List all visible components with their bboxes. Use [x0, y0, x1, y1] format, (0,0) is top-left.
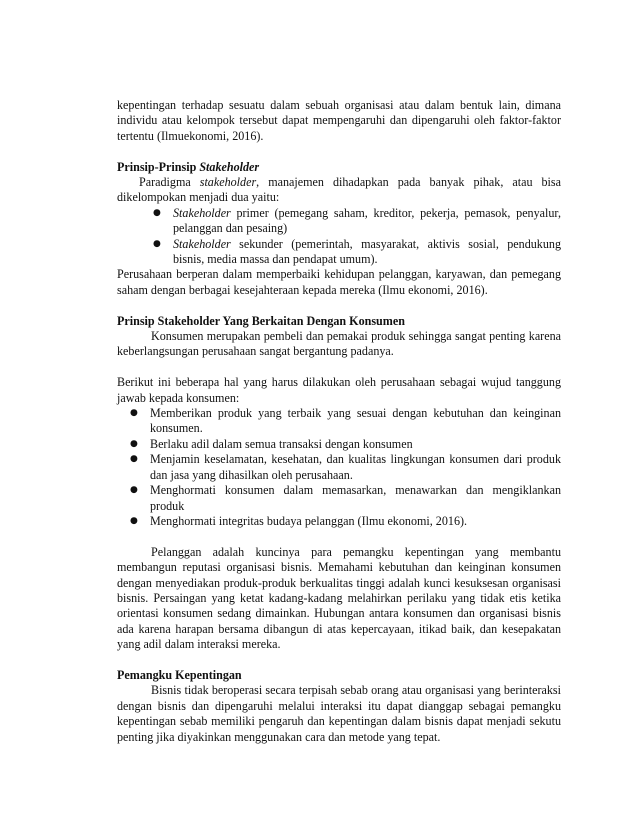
paragraph-italic-text: stakeholder	[199, 175, 257, 190]
bullet-icon: ●	[153, 238, 161, 249]
list-item	[117, 437, 561, 452]
list-item-italic-text: Stakeholder	[173, 236, 231, 251]
paradigm-paragraph	[117, 175, 561, 206]
bullet-icon: ●	[130, 485, 138, 496]
spacer	[117, 144, 561, 159]
list-item	[117, 452, 561, 483]
list-item-text: Menjamin keselamatan, kesehatan, dan kualitas lingkungan konsumen dari produk dan jasa yang dihasilkan oleh perusahaan.	[150, 452, 561, 482]
customer-key-paragraph: Pelanggan adalah kuncinya para pemangku kepentingan yang membantu membangun reputasi organisasi bisnis. Memahami kebutuhan dan keinginan konsumen dengan menyediakan produk-produk berkualitas tinggi adalah kunci kesuksesan organisasi bisnis. Persaingan yang ketat kadang-kadang melahirkan perilaku yang tidak etis ketika orientasi konsumen sedang dimainkan. Hubungan antara konsumen dan organisasi bisnis ada karena harapan bersama dibangun di atas kepercayaan, itikad baik, dan kesepakatan yang adil dalam interaksi mereka.	[117, 544, 561, 652]
list-item	[117, 237, 561, 268]
responsibility-intro-paragraph: Berikut ini beberapa hal yang harus dilakukan oleh perusahaan sebagai wujud tanggung jawab kepada konsumen:	[117, 375, 561, 405]
list-item-text: primer (pemegang saham, kreditor, pekerja, pemasok, penyalur, pelanggan dan pesaing)	[173, 205, 561, 236]
spacer	[117, 653, 561, 668]
paragraph-text: Paradigma	[139, 175, 200, 190]
document-page	[117, 98, 561, 745]
list-item-text: Berlaku adil dalam semua transaksi dengan konsumen	[150, 436, 413, 451]
list-item	[117, 514, 561, 529]
section-heading-stakeholders: Pemangku Kepentingan	[117, 667, 242, 682]
stakeholder-type-list	[117, 206, 561, 268]
heading-italic-text: Stakeholder	[199, 159, 260, 174]
list-item-text: Menghormati integritas budaya pelanggan (Ilmu ekonomi, 2016).	[150, 513, 468, 528]
intro-paragraph: kepentingan terhadap sesuatu dalam sebuah organisasi atau dalam bentuk lain, dimana individu atau kelompok tersebut dapat mempengaruhi dan dipengaruhi oleh faktor-faktor tertentu (Ilmuekonomi, 2016).	[117, 98, 561, 143]
list-item-text: sekunder (pemerintah, masyarakat, aktivis sosial, pendukung bisnis, media massa dan pendapat umum).	[173, 236, 561, 267]
list-item-text: Memberikan produk yang terbaik yang sesuai dengan kebutuhan dan keinginan konsumen.	[150, 406, 561, 436]
heading-text: Prinsip-Prinsip	[117, 159, 200, 174]
business-interaction-paragraph: Bisnis tidak beroperasi secara terpisah sebab orang atau organisasi yang berinteraksi dengan bisnis dan dipengaruhi melalui interaksi itu dapat dianggap sebagai pemangku kepentingan sebab memiliki pengaruh dan kepentingan dalam bisnis dapat menjadi sekutu penting jika diyakinkan menggunakan cara dan metode yang tepat.	[117, 683, 561, 744]
company-role-paragraph: Perusahaan berperan dalam memperbaiki kehidupan pelanggan, karyawan, dan pemegang saham dengan berbagai kesejahteraan kepada mereka (Ilmu ekonomi, 2016).	[117, 267, 561, 297]
spacer	[117, 360, 561, 375]
bullet-icon: ●	[130, 454, 138, 465]
section-heading-consumer-principles: Prinsip Stakeholder Yang Berkaitan Dengan Konsumen	[117, 313, 405, 328]
spacer	[117, 298, 561, 313]
bullet-icon: ●	[130, 438, 138, 449]
bullet-icon: ●	[153, 207, 161, 218]
list-item-italic-text: Stakeholder	[173, 205, 231, 220]
list-item	[117, 483, 561, 514]
list-item	[117, 206, 561, 237]
list-item-text: Menghormati konsumen dalam memasarkan, menawarkan dan mengiklankan produk	[150, 483, 561, 513]
responsibility-list	[117, 406, 561, 529]
spacer	[117, 529, 561, 544]
bullet-icon: ●	[130, 408, 138, 419]
section-heading-stakeholder-principles	[117, 160, 561, 175]
list-item	[117, 406, 561, 437]
bullet-icon: ●	[130, 515, 138, 526]
paragraph-text: , manajemen dihadapkan pada banyak pihak, atau bisa dikelompokan menjadi dua yaitu:	[117, 175, 561, 205]
consumer-paragraph: Konsumen merupakan pembeli dan pemakai produk sehingga sangat penting karena keberlangsungan perusahaan sangat bergantung padanya.	[117, 329, 561, 359]
